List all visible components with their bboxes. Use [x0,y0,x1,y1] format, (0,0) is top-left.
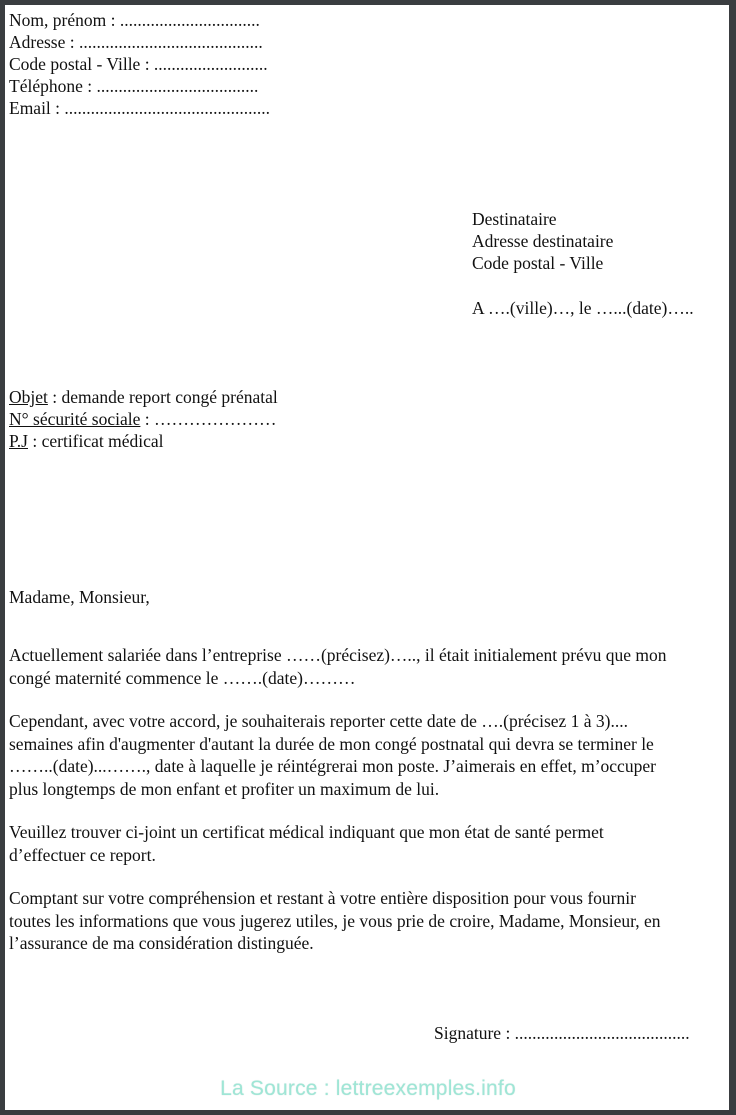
sender-phone-line: Téléphone : ..................................... [9,76,259,96]
objet-label: Objet [9,387,48,407]
source-watermark: La Source : lettreexemples.info [220,1077,516,1100]
paragraph-line: congé maternité commence le …….(date)……… [9,667,356,688]
pj-label: P.J [9,431,28,451]
paragraph-line: plus longtemps de mon enfant et profiter un maximum de lui. [9,778,440,799]
sender-postal-line: Code postal - Ville : .......................... [9,54,268,74]
paragraph-line: d’effectuer ce report. [9,844,156,865]
secu-label: N° sécurité sociale [9,409,141,429]
recipient-postal: Code postal - Ville [472,253,604,273]
sender-email-line: Email : ............................................... [9,98,271,118]
objet-line [9,386,278,408]
paragraph-line: Cependant, avec votre accord, je souhaiterais reporter cette date de ….(précisez 1 à 3).... [9,711,629,731]
salutation: Madame, Monsieur, [9,587,150,607]
paragraph-3 [9,821,729,866]
paragraph-line: semaines afin d'augmenter d'autant la durée de mon congé postnatal qui devra se terminer le [9,733,654,754]
place-date-line: A ….(ville)…, le …...(date)….. [472,298,694,318]
paragraph-line: ……..(date)...……., date à laquelle je réintégrerai mon poste. J’aimerais en effet, m’occuper [9,756,656,776]
paragraph-line: Comptant sur votre compréhension et restant à votre entière disposition pour vous fournir [9,888,636,908]
paragraph-line: Actuellement salariée dans l’entreprise ……(précisez)….., il était initialement prévu que mon [9,645,667,665]
letter-page [5,5,729,1110]
objet-value: : demande report congé prénatal [47,387,278,407]
secu-value: : ………………… [140,409,277,429]
paragraph-4 [9,887,729,955]
secu-line [9,408,277,430]
recipient-name: Destinataire [472,209,557,229]
pj-value: : certificat médical [27,431,164,451]
paragraph-1 [9,644,729,689]
pj-line [9,430,164,452]
paragraph-line: Veuillez trouver ci-joint un certificat médical indiquant que mon état de santé permet [9,822,604,842]
paragraph-line: toutes les informations que vous jugerez utiles, je vous prie de croire, Madame, Monsieur, en [9,910,661,931]
signature-line: Signature : ........................................ [434,1023,690,1043]
sender-address-line: Adresse : .......................................... [9,32,263,52]
recipient-address: Adresse destinataire [472,231,614,251]
paragraph-2 [9,710,729,800]
paragraph-line: l’assurance de ma considération distinguée. [9,933,314,953]
sender-name-line: Nom, prénom : ................................ [9,10,260,30]
